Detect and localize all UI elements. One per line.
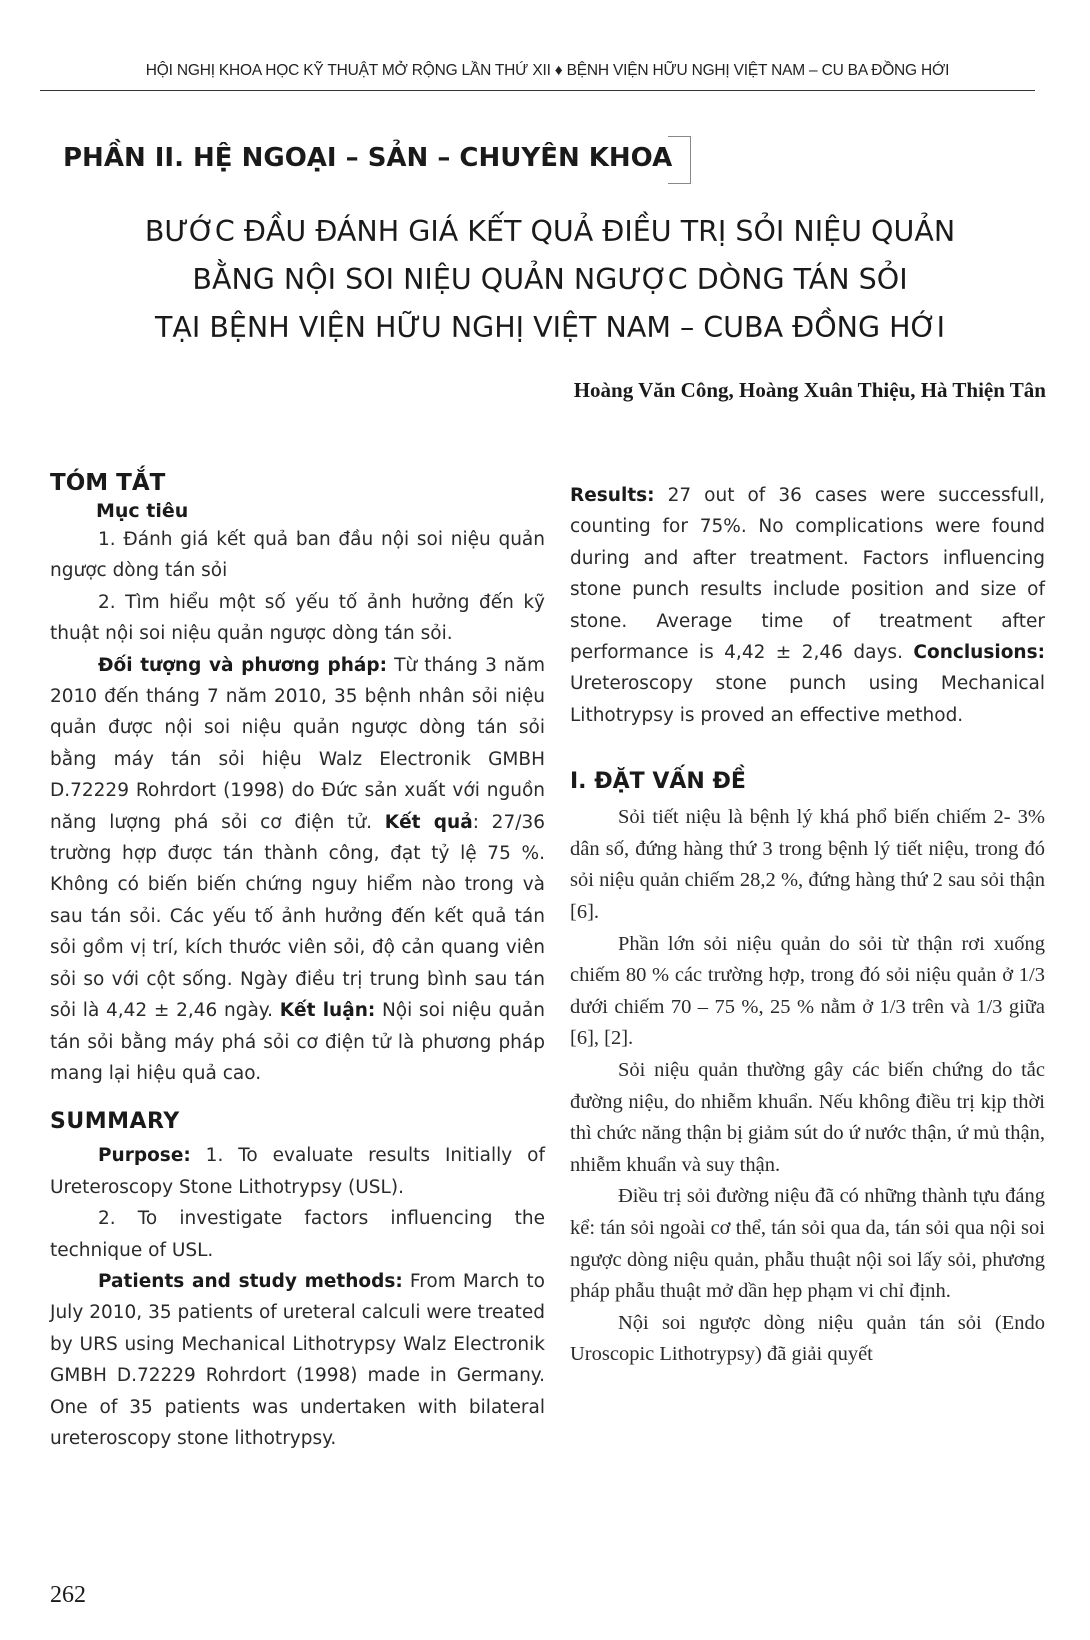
results-label: Kết quả	[384, 811, 473, 833]
summary-conclusion-label: Conclusions:	[913, 642, 1045, 664]
conclusion-text: Nội soi niệu quản tán sỏi bằng máy phá sỏi cơ điện tử là phương pháp mang lại hiệu quả cao.	[50, 1000, 545, 1084]
methods-text: Từ tháng 3 năm 2010 đến tháng 7 năm 2010, 35 bệnh nhân sỏi niệu quản được nội soi niệu quản ngược dòng tán sỏi bằng máy tán sỏi hiệu Walz Electronik GMBH D.72229 Rohrdort (1998) do Đức sản xuất với nguồn năng lượng phá sỏi cơ điện tử.	[50, 654, 545, 833]
page-number: 262	[50, 1582, 86, 1608]
section-title: PHẦN II. HỆ NGOẠI – SẢN – CHUYÊN KHOA	[63, 143, 673, 173]
methods-label: Đối tượng và phương pháp:	[98, 654, 388, 676]
summary-results	[570, 480, 1045, 731]
intro-heading: I. ĐẶT VẤN ĐỀ	[570, 769, 746, 795]
article-title-line: BƯỚC ĐẦU ĐÁNH GIÁ KẾT QUẢ ĐIỀU TRỊ SỎI NIỆU QUẢN	[144, 215, 956, 248]
intro-paragraph-3: Sỏi niệu quản thường gây các biến chứng do tắc đường niệu, do nhiễm khuẩn. Nếu không điều trị kịp thời thì chức năng thận bị giảm sút do ứ nước thận, ứ mủ thận, nhiễm khuẩn và suy thận.	[570, 1059, 1045, 1176]
objective-heading: Mục tiêu	[96, 500, 189, 522]
conclusion-label: Kết luận:	[279, 1000, 376, 1022]
section-title-box-decoration	[668, 136, 691, 184]
abstract-methods-results	[50, 650, 545, 1090]
intro-paragraph-5: Nội soi ngược dòng niệu quản tán sỏi (Endo Uroscopic Lithotrypsy) đã giải quyết	[570, 1311, 1045, 1366]
right-column	[570, 480, 1045, 1371]
results-text: : 27/36 trường hợp được tán thành công, đạt tỷ lệ 75 %. Không có biến biến chứng nguy hiểm nào trong và sau tán sỏi. Các yếu tố ảnh hưởng đến kết quả tán sỏi gồm vị trí, kích thước viên sỏi, độ cản quang viên sỏi so với cột sống. Ngày điều trị trung bình sau tán sỏi là 4,42 ± 2,46 ngày.	[50, 811, 545, 1022]
summary-methods	[50, 1266, 545, 1454]
summary-purpose-2: 2. To investigate factors influencing the technique of USL.	[50, 1208, 545, 1261]
objective-2: 2. Tìm hiểu một số yếu tố ảnh hưởng đến kỹ thuật nội soi niệu quản ngược dòng tán sỏi.	[50, 591, 545, 645]
intro-paragraph-4: Điều trị sỏi đường niệu đã có những thành tựu đáng kể: tán sỏi ngoài cơ thể, tán sỏi qua da, tán sỏi qua nội soi ngược dòng niệu quản, phẫu thuật nội soi lấy sỏi, phương pháp phẫu thuật mở dần hẹp phạm vi chỉ định.	[570, 1185, 1045, 1303]
left-column	[50, 470, 545, 1454]
objective-1: 1. Đánh giá kết quả ban đầu nội soi niệu quản ngược dòng tán sỏi	[50, 529, 545, 582]
header-rule	[40, 90, 1035, 91]
summary-purpose	[50, 1140, 545, 1203]
article-title-line: TẠI BỆNH VIỆN HỮU NGHỊ VIỆT NAM – CUBA ĐỒNG HỚI	[155, 311, 945, 344]
article-title-line: BẰNG NỘI SOI NIỆU QUẢN NGƯỢC DÒNG TÁN SỎI	[192, 263, 908, 296]
summary-methods-label: Patients and study methods:	[98, 1270, 403, 1292]
article-title	[60, 208, 1040, 352]
summary-conclusion-text: Ureteroscopy stone punch using Mechanical Lithotrypsy is proved an effective method.	[570, 673, 1045, 726]
abstract-heading: TÓM TẮT	[50, 470, 166, 496]
intro-paragraph-2: Phần lớn sỏi niệu quản do sỏi từ thận rơi xuống chiếm 80 % các trường hợp, trong đó sỏi niệu quản ở 1/3 dưới chiếm 70 – 75 %, 25 % nằm ở 1/3 trên và 1/3 giữa [6], [2].	[570, 932, 1045, 1050]
running-header: HỘI NGHỊ KHOA HỌC KỸ THUẬT MỞ RỘNG LẦN THỨ XII ♦ BỆNH VIỆN HỮU NGHỊ VIỆT NAM – CU BA ĐỒNG HỚI	[145, 62, 950, 79]
summary-results-label: Results:	[570, 485, 655, 506]
purpose-label: Purpose:	[98, 1145, 191, 1167]
intro-paragraph-1: Sỏi tiết niệu là bệnh lý khá phổ biến chiếm 2- 3% dân số, đứng hàng thứ 3 trong bệnh lý tiết niệu, trong đó sỏi niệu quản chiếm 28,2 %, đứng hàng thứ 2 sau sỏi thận [6].	[570, 806, 1045, 924]
summary-heading: SUMMARY	[50, 1109, 180, 1135]
summary-methods-text: From March to July 2010, 35 patients of ureteral calculi were treated by URS using Mechanical Lithotrypsy Walz Electronik GMBH D.72229 Rohrdort (1998) made in Germany. One of 35 patients was undertaken with bilateral ureteroscopy stone lithotrypsy.	[50, 1270, 545, 1449]
purpose-text: 1. To evaluate results Initially of Ureteroscopy Stone Lithotrypsy (USL).	[50, 1145, 545, 1198]
summary-results-text: 27 out of 36 cases were successfull, counting for 75%. No complications were found during and after treatment. Factors influencing stone punch results include position and size of stone. Average time of treatment after performance is 4,42 ± 2,46 days.	[570, 485, 1045, 664]
authors: Hoàng Văn Công, Hoàng Xuân Thiệu, Hà Thiện Tân	[573, 378, 1046, 402]
